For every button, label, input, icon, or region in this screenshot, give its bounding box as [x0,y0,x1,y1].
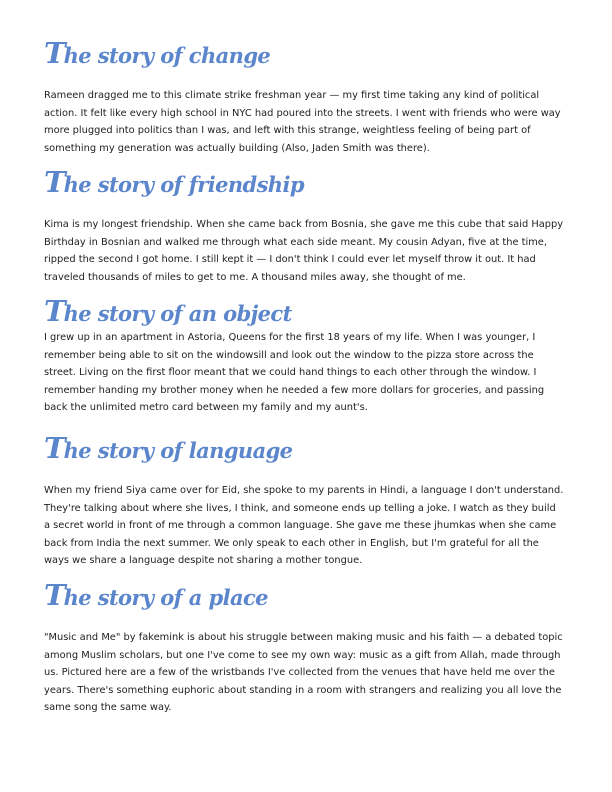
section-body: Kima is my longest friendship. When she came back from Bosnia, she gave me this cube that said Happy Birthday in Bosnian and walked me through what each side meant. My cousin Adyan, five at the time, ripped the second I got home. I still kept it — I don't think I could ever let myself throw it out. It had traveled thousands of miles to get to me. A thousand miles away, she thought of me. [44,219,564,283]
heading-text: he story of an object [63,301,292,326]
section-body: When my friend Siya came over for Eid, she spoke to my parents in Hindi, a language I don't understand. They're talking about where she lives, I think, and someone ends up telling a joke. I watch as they build a secret world in front of me through a common language. She gave me these jhumkas when she came back from India the next summer. We only speak to each other in English, but I'm grateful for all the ways we share a language despite not sharing a mother tongue. [44,485,564,567]
section-story-of-friendship [44,167,564,286]
section-body: I grew up in an apartment in Astoria, Queens for the first 18 years of my life. When I was younger, I remember being able to sit on the windowsill and look out the window to the pizza store across the street. Living on the first floor meant that we could hand things to each other through the window. I remember handing my brother money when he needed a few more dollars for groceries, and passing back the unlimited metro card between my family and my aunt's. [44,332,545,414]
section-story-of-a-place [44,580,564,717]
section-heading [44,167,564,200]
heading-text: he story of friendship [63,172,304,197]
section-heading [44,296,564,329]
section-heading [44,433,564,466]
heading-initial: T [44,578,64,612]
section-story-of-change [44,38,564,157]
heading-initial: T [44,165,64,199]
section-story-of-language [44,433,564,570]
heading-initial: T [44,36,64,70]
heading-text: he story of change [63,43,271,68]
heading-initial: T [44,431,64,465]
section-body: "Music and Me" by fakemink is about his struggle between making music and his faith — a debated topic among Muslim scholars, but one I've come to see my own way: music as a gift from Allah, made through us. Pictured here are a few of the wristbands I've collected from the venues that have held me over the years. There's something euphoric about standing in a room with strangers and realizing you all love the same song the same way. [44,632,563,714]
section-body: Rameen dragged me to this climate strike freshman year — my first time taking any kind of political action. It felt like every high school in NYC had poured into the streets. I went with friends who were way more plugged into politics than I was, and left with this strange, weightless feeling of being part of something my generation was actually building (Also, Jaden Smith was there). [44,90,561,154]
section-story-of-an-object [44,296,564,417]
heading-text: he story of language [63,438,293,463]
section-heading [44,580,564,613]
section-heading [44,38,564,71]
heading-initial: T [44,294,64,328]
heading-text: he story of a place [63,585,268,610]
